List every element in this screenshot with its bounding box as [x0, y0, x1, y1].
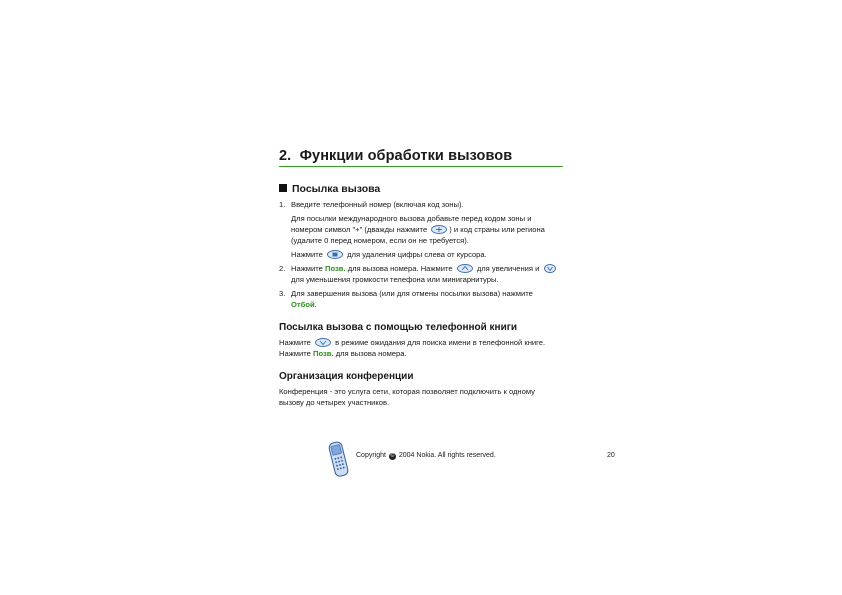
- step-2-mid: для вызова номера. Нажмите: [347, 264, 453, 273]
- copyright-after: 2004 Nokia. All rights reserved.: [398, 452, 496, 459]
- step-1-note-line-3: (удалите 0 перед номером, если он не требуется).: [291, 236, 469, 245]
- step-3-end: .: [314, 300, 317, 309]
- phonebook-line-2-before: Нажмите: [279, 349, 311, 358]
- phonebook-line-1-before: Нажмите: [279, 338, 311, 347]
- end-key-label: Отбой: [291, 300, 315, 309]
- section-title: [279, 183, 380, 195]
- star-key-icon: [431, 225, 447, 234]
- copyright-symbol: ©: [390, 453, 395, 459]
- conference-line-2: вызову до четырех участников.: [279, 398, 390, 407]
- step-2-line-1: [291, 263, 558, 274]
- call-key-label: Позв.: [325, 264, 346, 273]
- clear-key-icon: [327, 250, 343, 259]
- chapter-title: [279, 148, 563, 164]
- step-1-note-line-2-before: номером символ "+" (дважды нажмите: [291, 225, 428, 234]
- chapter-rule: [279, 166, 563, 167]
- chapter-number: 2.: [279, 148, 292, 164]
- phonebook-line-2: [279, 348, 407, 359]
- step-3-line-2: [291, 299, 317, 310]
- section-title-text: Посылка вызова: [292, 183, 381, 195]
- conference-title: Организация конференции: [279, 371, 414, 382]
- step-2-before: Нажмите: [291, 264, 323, 273]
- copyright-notice: [356, 452, 496, 460]
- step-1-note-line-2-after: ) и код страны или региона: [449, 225, 545, 234]
- step-2-line-2: для уменьшения громкости телефона или минигарнитуры.: [291, 275, 499, 284]
- conference-line-1: Конференция - это услуга сети, которая позволяет подключить к одному: [279, 387, 535, 396]
- step-1-note-line-1: Для посылки международного вызова добавьте перед кодом зоны и: [291, 214, 532, 223]
- phonebook-call-key-label: Позв.: [313, 349, 334, 358]
- step-1-note-line-2: [291, 224, 545, 235]
- step-3-line-1: Для завершения вызова (или для отмены посылки вызова) нажмите: [291, 289, 533, 298]
- step-number-1: 1.: [279, 200, 286, 209]
- phonebook-line-2-after: для вызова номера.: [335, 349, 407, 358]
- page-number: 20: [607, 452, 615, 459]
- scroll-up-key-icon: [457, 264, 473, 273]
- scroll-down-key-icon: [315, 338, 331, 347]
- chapter-title-text: Функции обработки вызовов: [299, 148, 513, 164]
- step-1-note-line-4-after: для удаления цифры слева от курсора.: [347, 250, 487, 259]
- section-bullet-icon: [279, 184, 287, 192]
- step-1-text: Введите телефонный номер (включая код зоны).: [291, 200, 464, 209]
- step-number-2: 2.: [279, 264, 286, 273]
- step-1-note-line-4-before: Нажмите: [291, 250, 323, 259]
- phonebook-line-1: [279, 337, 545, 348]
- step-number-3: 3.: [279, 289, 286, 298]
- step-1-note-line-4: [291, 249, 487, 260]
- copyright-before: Copyright: [356, 452, 386, 459]
- phonebook-title: Посылка вызова с помощью телефонной книги: [279, 322, 518, 333]
- phonebook-line-1-after: в режиме ожидания для поиска имени в телефонной книге.: [335, 338, 546, 347]
- scroll-down-key-icon: [544, 264, 556, 273]
- phone-illustration-icon: [327, 440, 351, 478]
- step-2-after: для увеличения и: [476, 264, 540, 273]
